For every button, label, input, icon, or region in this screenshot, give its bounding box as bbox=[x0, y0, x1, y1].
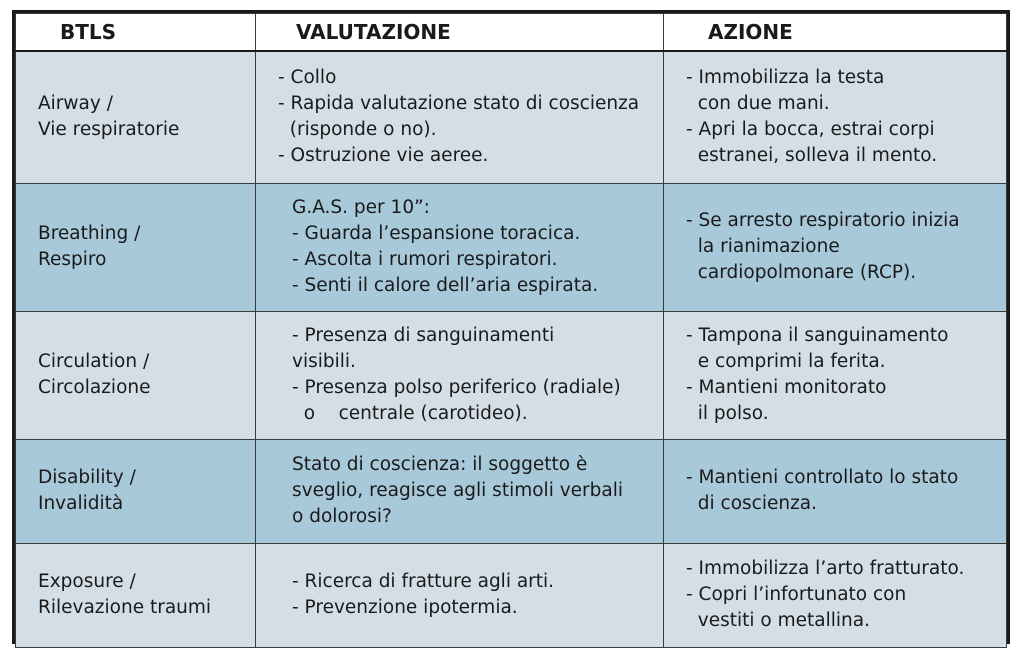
azione-line: - Se arresto respiratorio inizia bbox=[686, 210, 960, 231]
row-label-cell bbox=[16, 51, 256, 183]
azione-cell bbox=[664, 439, 1007, 543]
azione-line: e comprimi la ferita. bbox=[686, 351, 886, 372]
table-row-disability bbox=[16, 439, 1007, 543]
azione-cell bbox=[664, 183, 1007, 311]
row-label-cell bbox=[16, 311, 256, 439]
row-label-line: Rilevazione traumi bbox=[38, 597, 212, 618]
valutazione-line: - Guarda l’espansione toracica. bbox=[292, 223, 581, 244]
azione-line: - Immobilizza la testa bbox=[686, 67, 885, 89]
row-label-line: Airway / bbox=[38, 93, 113, 115]
valutazione-line: o centrale (carotideo). bbox=[292, 403, 528, 424]
btls-table bbox=[15, 13, 1007, 648]
valutazione-line: G.A.S. per 10”: bbox=[292, 197, 430, 218]
row-label-line: Vie respiratorie bbox=[38, 119, 180, 141]
header-row bbox=[16, 14, 1007, 52]
valutazione-line: - Presenza polso periferico (radiale) bbox=[292, 377, 621, 398]
row-label-line: Circulation / bbox=[38, 351, 150, 372]
azione-line: - Mantieni controllato lo stato bbox=[686, 467, 959, 488]
row-label-line: Breathing / bbox=[38, 223, 141, 244]
azione-line: il polso. bbox=[686, 403, 769, 424]
valutazione-line: Stato di coscienza: il soggetto è bbox=[292, 454, 588, 475]
azione-cell bbox=[664, 311, 1007, 439]
row-label-cell bbox=[16, 543, 256, 647]
azione-cell bbox=[664, 51, 1007, 183]
valutazione-line: - Ostruzione vie aeree. bbox=[278, 145, 489, 167]
valutazione-line: - Senti il calore dell’aria espirata. bbox=[292, 275, 599, 296]
valutazione-line: sveglio, reagisce agli stimoli verbali bbox=[292, 480, 624, 501]
azione-line: - Immobilizza l’arto fratturato. bbox=[686, 558, 965, 579]
azione-line: - Copri l’infortunato con bbox=[686, 584, 907, 605]
row-label-line: Respiro bbox=[38, 249, 107, 270]
valutazione-line: - Rapida valutazione stato di coscienza bbox=[278, 93, 640, 115]
azione-line: - Tampona il sanguinamento bbox=[686, 325, 949, 346]
azione-line: vestiti o metallina. bbox=[686, 610, 870, 631]
valutazione-cell bbox=[256, 183, 664, 311]
row-label-line: Exposure / bbox=[38, 571, 136, 592]
valutazione-cell bbox=[256, 439, 664, 543]
header-azione: AZIONE bbox=[664, 14, 1007, 52]
row-label-cell bbox=[16, 439, 256, 543]
azione-cell bbox=[664, 543, 1007, 647]
valutazione-line: (risponde o no). bbox=[278, 119, 437, 141]
valutazione-line: o dolorosi? bbox=[292, 506, 392, 527]
valutazione-line: visibili. bbox=[292, 351, 356, 372]
row-label-line: Disability / bbox=[38, 467, 136, 488]
row-label-line: Invalidità bbox=[38, 493, 124, 514]
table-row-airway bbox=[16, 51, 1007, 183]
valutazione-line: - Prevenzione ipotermia. bbox=[292, 597, 518, 618]
row-label-line: Circolazione bbox=[38, 377, 151, 398]
table-row-circulation bbox=[16, 311, 1007, 439]
header-btls: BTLS bbox=[16, 14, 256, 52]
btls-table-frame bbox=[12, 10, 1010, 644]
azione-line: - Mantieni monitorato bbox=[686, 377, 887, 398]
header-valutazione: VALUTAZIONE bbox=[256, 14, 664, 52]
valutazione-line: - Ricerca di fratture agli arti. bbox=[292, 571, 555, 592]
azione-line: estranei, solleva il mento. bbox=[686, 145, 938, 167]
valutazione-line: - Collo bbox=[278, 67, 337, 89]
valutazione-cell bbox=[256, 311, 664, 439]
valutazione-cell bbox=[256, 51, 664, 183]
table-row-breathing bbox=[16, 183, 1007, 311]
valutazione-line: - Presenza di sanguinamenti bbox=[292, 325, 555, 346]
azione-line: con due mani. bbox=[686, 93, 830, 115]
valutazione-cell bbox=[256, 543, 664, 647]
azione-line: di coscienza. bbox=[686, 493, 817, 514]
azione-line: - Apri la bocca, estrai corpi bbox=[686, 119, 935, 141]
azione-line: cardiopolmonare (RCP). bbox=[686, 262, 917, 283]
azione-line: la rianimazione bbox=[686, 236, 840, 257]
row-label-cell bbox=[16, 183, 256, 311]
valutazione-line: - Ascolta i rumori respiratori. bbox=[292, 249, 558, 270]
table-row-exposure bbox=[16, 543, 1007, 647]
